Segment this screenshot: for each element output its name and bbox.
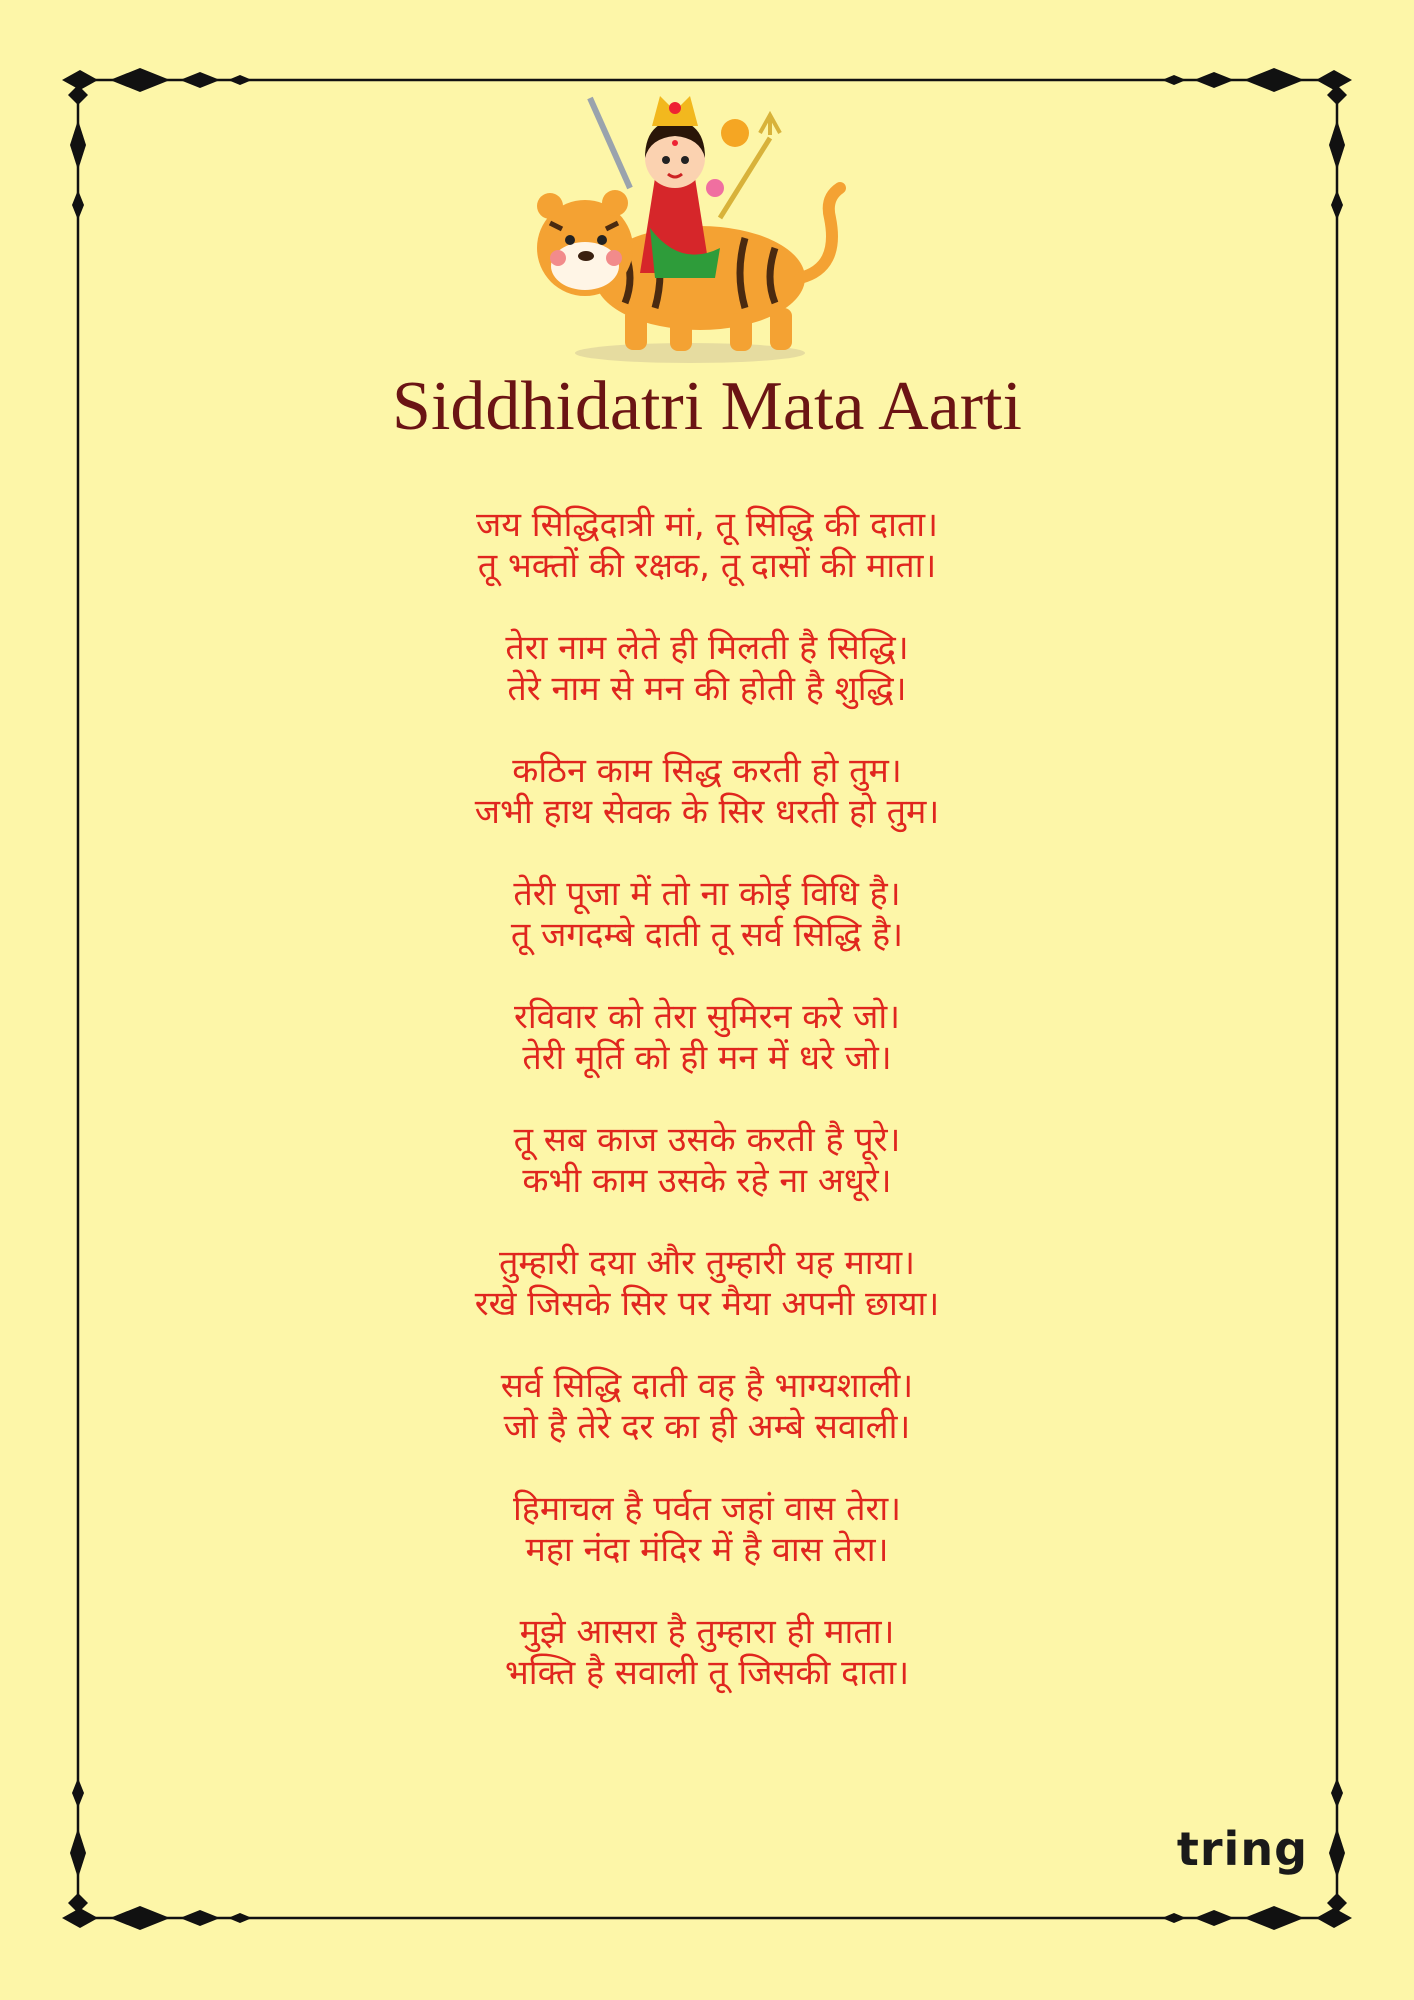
verse-line: मुझे आसरा है तुम्हारा ही माता। [519, 1612, 895, 1652]
stanza [0, 1120, 1414, 1202]
verse-line: रविवार को तेरा सुमिरन करे जो। [513, 997, 901, 1037]
stanza [0, 751, 1414, 833]
verse-line: तेरी पूजा में तो ना कोई विधि है। [513, 874, 901, 914]
verse-line: सर्व सिद्धि दाती वह है भाग्यशाली। [500, 1366, 914, 1406]
verse-line: भक्ति है सवाली तू जिसकी दाता। [504, 1653, 910, 1693]
stanza [0, 628, 1414, 710]
verse-line: कभी काम उसके रहे ना अधूरे। [522, 1161, 892, 1201]
stanza [0, 997, 1414, 1079]
verse-line: तुम्हारी दया और तुम्हारी यह माया। [498, 1243, 916, 1283]
goddess-on-tiger-icon [530, 78, 860, 368]
stanza [0, 1612, 1414, 1694]
verse-line: तेरी मूर्ति को ही मन में धरे जो। [522, 1038, 892, 1078]
stanza [0, 505, 1414, 587]
verse-line: रखे जिसके सिर पर मैया अपनी छाया। [474, 1284, 940, 1324]
aarti-verses [0, 505, 1414, 1735]
verse-line: कठिन काम सिद्ध करती हो तुम। [512, 751, 902, 791]
verse-line: तू जगदम्बे दाती तू सर्व सिद्धि है। [510, 915, 904, 955]
verse-line: हिमाचल है पर्वत जहां वास तेरा। [512, 1489, 902, 1529]
verse-line: जो है तेरे दर का ही अम्बे सवाली। [503, 1407, 911, 1447]
verse-line: तेरा नाम लेते ही मिलती है सिद्धि। [505, 628, 909, 668]
brand-logo: tring [1176, 1822, 1308, 1876]
stanza [0, 1489, 1414, 1571]
verse-line: जभी हाथ सेवक के सिर धरती हो तुम। [474, 792, 940, 832]
stanza [0, 1243, 1414, 1325]
verse-line: महा नंदा मंदिर में है वास तेरा। [525, 1530, 889, 1570]
stanza [0, 1366, 1414, 1448]
stanza [0, 874, 1414, 956]
verse-line: तेरे नाम से मन की होती है शुद्धि। [507, 669, 907, 709]
verse-line: तू भक्तों की रक्षक, तू दासों की माता। [477, 546, 937, 586]
page-title: Siddhidatri Mata Aarti [392, 368, 1022, 445]
verse-line: जय सिद्धिदात्री मां, तू सिद्धि की दाता। [476, 505, 938, 545]
verse-line: तू सब काज उसके करती है पूरे। [513, 1120, 901, 1160]
